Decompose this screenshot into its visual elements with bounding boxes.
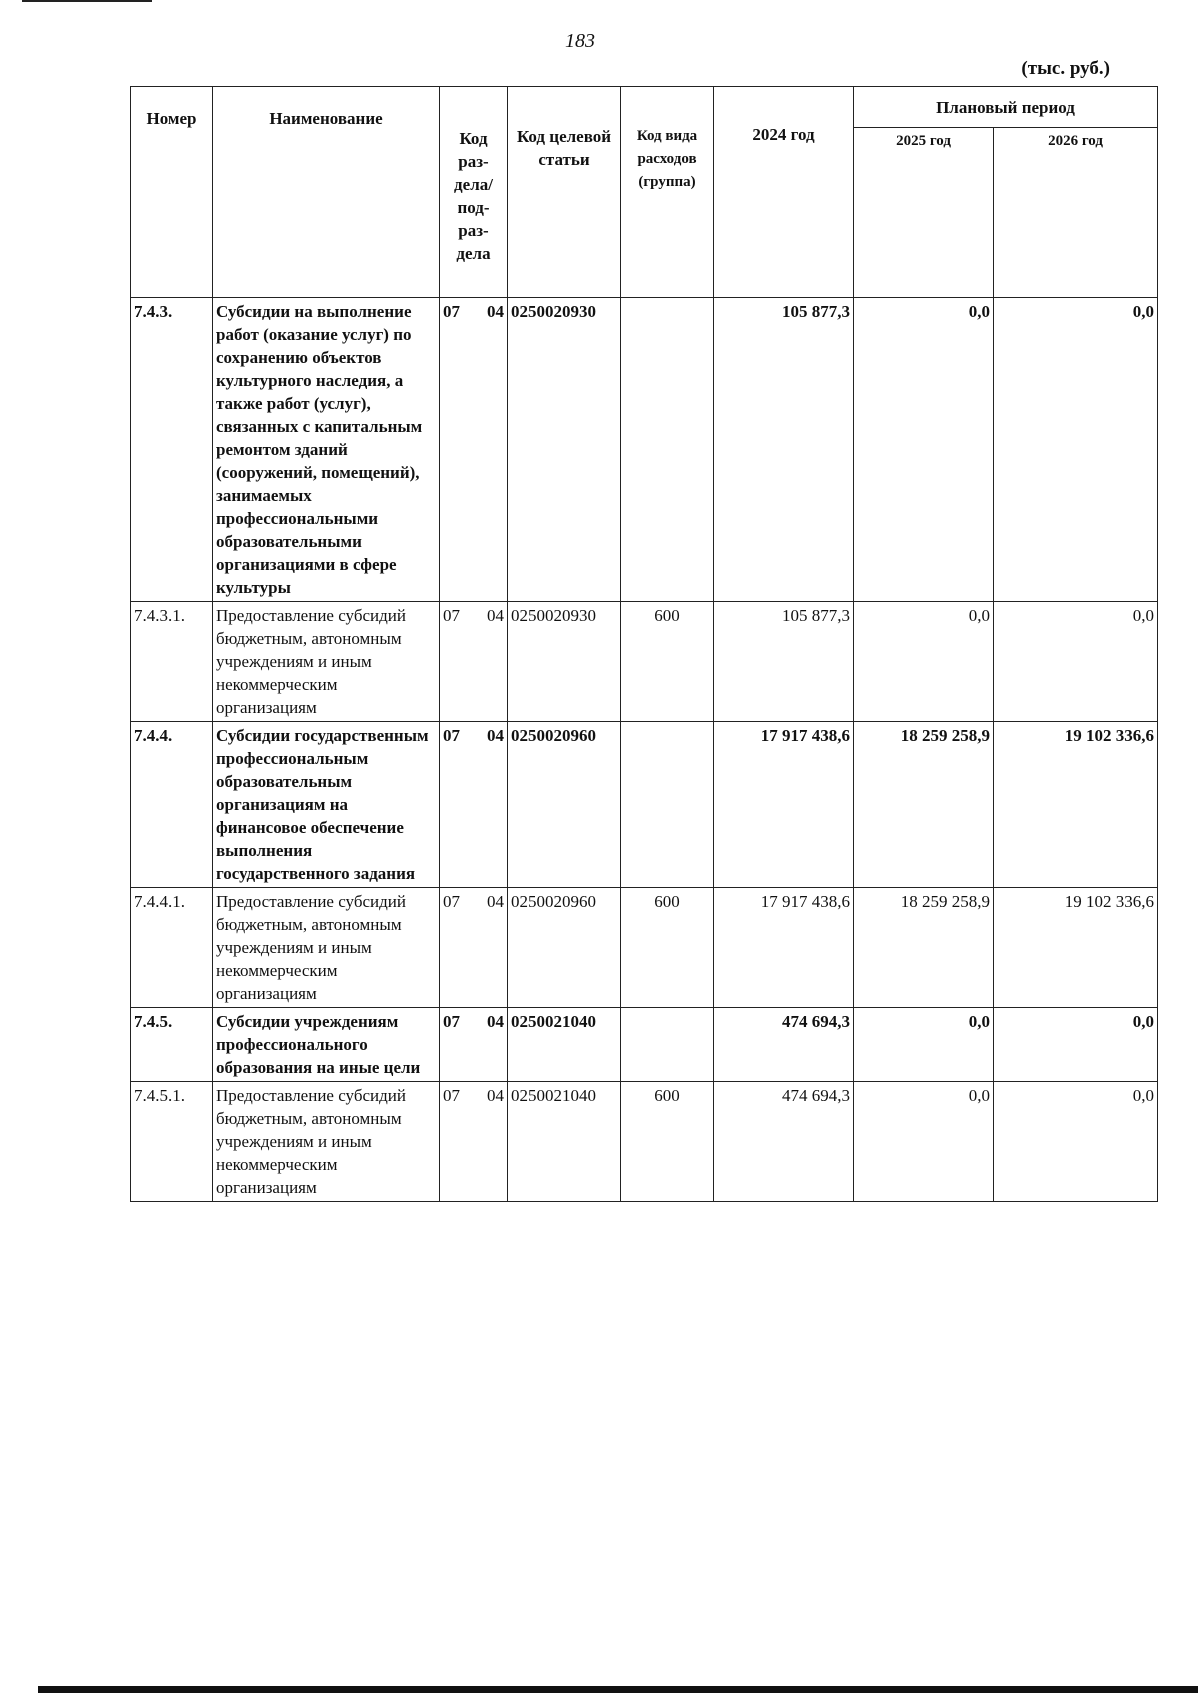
row-subsection-code: 04 — [487, 1086, 504, 1105]
row-amount-2025: 0,0 — [854, 298, 994, 602]
row-target-code: 0250020960 — [508, 722, 621, 888]
row-section-code: 07 — [443, 1086, 460, 1105]
table-row — [131, 722, 1158, 888]
row-number: 7.4.3.1. — [131, 602, 213, 722]
table-body — [131, 298, 1158, 1202]
bottom-rule — [38, 1686, 1198, 1693]
row-subsection-code: 04 — [487, 892, 504, 911]
row-amount-2024: 17 917 438,6 — [714, 888, 854, 1008]
header-2025: 2025 год — [854, 128, 994, 298]
row-number: 7.4.4.1. — [131, 888, 213, 1008]
row-amount-2024: 474 694,3 — [714, 1008, 854, 1082]
row-amount-2024: 105 877,3 — [714, 602, 854, 722]
row-section-code: 07 — [443, 302, 460, 321]
table-row — [131, 298, 1158, 602]
row-section — [440, 1008, 508, 1082]
row-expense-type: 600 — [621, 1082, 714, 1202]
row-section — [440, 722, 508, 888]
row-section-code: 07 — [443, 1012, 460, 1031]
row-target-code: 0250021040 — [508, 1082, 621, 1202]
row-number: 7.4.5.1. — [131, 1082, 213, 1202]
row-name: Предоставление субсидий бюджетным, автономным учреждениям и иным некоммерческим организациям — [213, 602, 440, 722]
row-target-code: 0250020960 — [508, 888, 621, 1008]
row-number: 7.4.5. — [131, 1008, 213, 1082]
header-name: Наименование — [213, 87, 440, 298]
row-amount-2024: 17 917 438,6 — [714, 722, 854, 888]
row-section — [440, 888, 508, 1008]
row-amount-2026: 19 102 336,6 — [994, 888, 1158, 1008]
table-row — [131, 888, 1158, 1008]
row-amount-2026: 0,0 — [994, 1082, 1158, 1202]
row-name: Предоставление субсидий бюджетным, автономным учреждениям и иным некоммерческим организациям — [213, 888, 440, 1008]
row-section-code: 07 — [443, 892, 460, 911]
table-row — [131, 602, 1158, 722]
row-name: Субсидии учреждениям профессионального образования на иные цели — [213, 1008, 440, 1082]
row-name: Субсидии государственным профессиональным образовательным организациям на финансовое обеспечение выполнения государственного задания — [213, 722, 440, 888]
row-name: Субсидии на выполнение работ (оказание услуг) по сохранению объектов культурного наследия, а также работ (услуг), связанных с капитальным ремонтом зданий (сооружений, помещений), занимаемых профессиональными образовательными организациями в сфере культуры — [213, 298, 440, 602]
row-number: 7.4.4. — [131, 722, 213, 888]
budget-table — [130, 86, 1158, 1202]
page-number: 183 — [565, 30, 595, 52]
table-row — [131, 1008, 1158, 1082]
row-expense-type — [621, 722, 714, 888]
row-number: 7.4.3. — [131, 298, 213, 602]
header-planned-period: Плановый период — [854, 87, 1158, 128]
top-rule — [22, 0, 152, 2]
row-expense-type — [621, 298, 714, 602]
row-subsection-code: 04 — [487, 1012, 504, 1031]
row-target-code: 0250020930 — [508, 602, 621, 722]
header-2024: 2024 год — [714, 87, 854, 298]
row-amount-2026: 0,0 — [994, 298, 1158, 602]
row-expense-type: 600 — [621, 602, 714, 722]
row-section-code: 07 — [443, 606, 460, 625]
header-section: Код раз-дела/ под-раз-дела — [440, 87, 508, 298]
header-number: Номер — [131, 87, 213, 298]
row-amount-2026: 19 102 336,6 — [994, 722, 1158, 888]
row-amount-2024: 474 694,3 — [714, 1082, 854, 1202]
row-section — [440, 602, 508, 722]
row-amount-2024: 105 877,3 — [714, 298, 854, 602]
row-target-code: 0250020930 — [508, 298, 621, 602]
row-amount-2025: 0,0 — [854, 1008, 994, 1082]
units-label: (тыс. руб.) — [1021, 58, 1110, 79]
row-amount-2025: 18 259 258,9 — [854, 722, 994, 888]
row-expense-type — [621, 1008, 714, 1082]
header-type: Код вида расходов (группа) — [621, 87, 714, 298]
row-name: Предоставление субсидий бюджетным, автономным учреждениям и иным некоммерческим организациям — [213, 1082, 440, 1202]
row-amount-2025: 0,0 — [854, 1082, 994, 1202]
row-expense-type: 600 — [621, 888, 714, 1008]
row-amount-2026: 0,0 — [994, 1008, 1158, 1082]
header-2026: 2026 год — [994, 128, 1158, 298]
row-target-code: 0250021040 — [508, 1008, 621, 1082]
row-amount-2025: 0,0 — [854, 602, 994, 722]
row-amount-2026: 0,0 — [994, 602, 1158, 722]
row-subsection-code: 04 — [487, 302, 504, 321]
row-amount-2025: 18 259 258,9 — [854, 888, 994, 1008]
row-section — [440, 1082, 508, 1202]
table-row — [131, 1082, 1158, 1202]
row-section-code: 07 — [443, 726, 460, 745]
row-subsection-code: 04 — [487, 726, 504, 745]
header-target: Код целевой статьи — [508, 87, 621, 298]
row-section — [440, 298, 508, 602]
row-subsection-code: 04 — [487, 606, 504, 625]
